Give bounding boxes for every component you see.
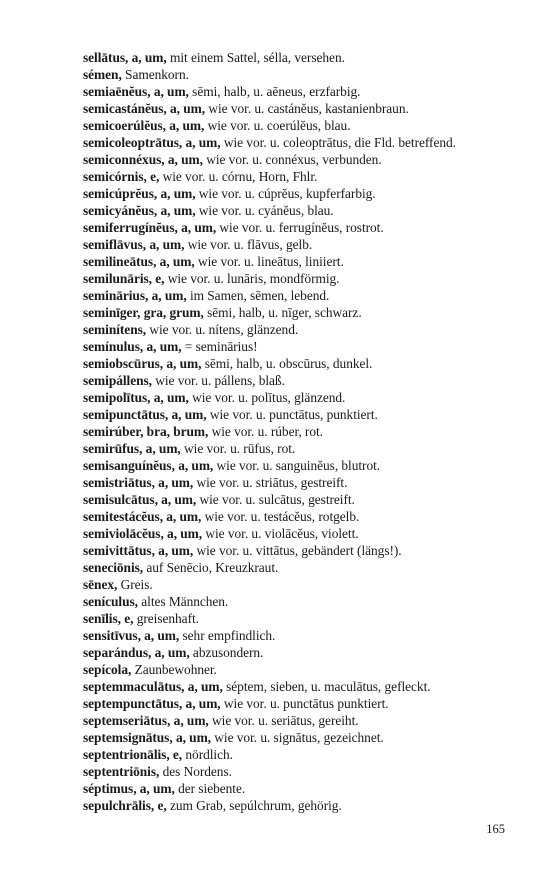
entry-headword: semiferrugínĕus, a, um, <box>83 220 217 235</box>
dictionary-entry <box>83 236 523 253</box>
entry-definition: wie vor. u. signātus, gezeichnet. <box>210 730 384 745</box>
entry-headword: sellātus, a, um, <box>83 50 167 65</box>
dictionary-entry <box>83 423 523 440</box>
entry-headword: semicoleoptrātus, a, um, <box>83 135 221 150</box>
dictionary-entry <box>83 576 523 593</box>
entry-headword: septemmaculātus, a, um, <box>83 679 223 694</box>
entry-headword: semistriātus, a, um, <box>83 475 194 490</box>
entry-definition: wie vor. u. pállens, blaß. <box>151 373 285 388</box>
dictionary-entry <box>83 270 523 287</box>
entry-headword: semisulcātus, a, um, <box>83 492 197 507</box>
dictionary-entry <box>83 338 523 355</box>
page-number: 165 <box>486 822 505 836</box>
entry-headword: semicórnis, e, <box>83 169 160 184</box>
entry-headword: séptimus, a, um, <box>83 781 175 796</box>
entry-headword: semicastánĕus, a, um, <box>83 101 206 116</box>
entry-headword: sémen, <box>83 67 122 82</box>
dictionary-entry <box>83 797 523 814</box>
entry-definition: wie vor. u. striātus, gestreift. <box>193 475 348 490</box>
entry-headword: septentrionālis, e, <box>83 747 183 762</box>
dictionary-entry <box>83 610 523 627</box>
entry-headword: semirúber, bra, brum, <box>83 424 209 439</box>
entry-headword: semiaēnĕus, a, um, <box>83 84 189 99</box>
entry-definition: sehr empfindlich. <box>179 628 276 643</box>
dictionary-entry-list <box>83 49 523 814</box>
entry-definition: wie vor. u. lineātus, liniiert. <box>194 254 344 269</box>
entry-headword: semirūfus, a, um, <box>83 441 181 456</box>
entry-definition: wie vor. u. flāvus, gelb. <box>184 237 313 252</box>
entry-definition: wie vor. u. castánĕus, kastanienbraun. <box>205 101 409 116</box>
dictionary-entry <box>83 474 523 491</box>
dictionary-entry <box>83 508 523 525</box>
dictionary-entry <box>83 406 523 423</box>
entry-definition: wie vor. u. sulcātus, gestreift. <box>196 492 355 507</box>
entry-headword: septemsignātus, a, um, <box>83 730 211 745</box>
dictionary-entry <box>83 661 523 678</box>
entry-definition: wie vor. u. nítens, glänzend. <box>146 322 299 337</box>
entry-definition: wie vor. u. rúber, rot. <box>208 424 323 439</box>
entry-definition: wie vor. u. cyánĕus, blau. <box>195 203 334 218</box>
entry-headword: seminítens, <box>83 322 147 337</box>
entry-definition: altes Männchen. <box>137 594 229 609</box>
entry-definition: des Nordens. <box>159 764 232 779</box>
entry-definition: Zaunbewohner. <box>131 662 217 677</box>
entry-definition: wie vor. u. córnu, Horn, Fhlr. <box>159 169 318 184</box>
entry-headword: senīlis, e, <box>83 611 134 626</box>
dictionary-entry <box>83 695 523 712</box>
dictionary-entry <box>83 49 523 66</box>
entry-headword: semivittātus, a, um, <box>83 543 194 558</box>
entry-headword: semicúprĕus, a, um, <box>83 186 196 201</box>
dictionary-entry <box>83 304 523 321</box>
dictionary-entry <box>83 117 523 134</box>
dictionary-entry <box>83 440 523 457</box>
dictionary-entry <box>83 321 523 338</box>
dictionary-entry <box>83 678 523 695</box>
dictionary-entry <box>83 134 523 151</box>
entry-definition: wie vor. u. polītus, glänzend. <box>188 390 346 405</box>
entry-definition: abzusondern. <box>189 645 264 660</box>
dictionary-entry <box>83 355 523 372</box>
entry-headword: septemseriātus, a, um, <box>83 713 209 728</box>
dictionary-entry <box>83 593 523 610</box>
dictionary-entry <box>83 389 523 406</box>
entry-definition: sēmi, halb, u. obscūrus, dunkel. <box>201 356 373 371</box>
entry-definition: der siebente. <box>174 781 246 796</box>
entry-headword: semiviolācĕus, a, um, <box>83 526 203 541</box>
dictionary-entry <box>83 202 523 219</box>
entry-definition: wie vor. u. coleoptrātus, die Fld. betreffend. <box>220 135 456 150</box>
entry-headword: seneciōnis, <box>83 560 144 575</box>
entry-headword: separándus, a, um, <box>83 645 190 660</box>
entry-definition: Samenkorn. <box>121 67 189 82</box>
entry-definition: wie vor. u. sanguinĕus, blutrot. <box>213 458 381 473</box>
dictionary-entry <box>83 287 523 304</box>
entry-definition: séptem, sieben, u. maculātus, gefleckt. <box>222 679 431 694</box>
entry-definition: auf Senēcio, Kreuzkraut. <box>143 560 279 575</box>
dictionary-entry <box>83 151 523 168</box>
entry-definition: wie vor. u. punctātus punktiert. <box>220 696 389 711</box>
dictionary-entry <box>83 185 523 202</box>
entry-definition: = seminārius! <box>181 339 258 354</box>
entry-headword: septempunctātus, a, um, <box>83 696 221 711</box>
dictionary-entry <box>83 627 523 644</box>
entry-headword: sepulchrālis, e, <box>83 798 167 813</box>
entry-headword: seminārius, a, um, <box>83 288 187 303</box>
entry-headword: seminīger, gra, grum, <box>83 305 204 320</box>
entry-headword: semipolītus, a, um, <box>83 390 189 405</box>
dictionary-entry <box>83 644 523 661</box>
entry-definition: wie vor. u. seriātus, gereiht. <box>208 713 359 728</box>
entry-definition: wie vor. u. testácĕus, rotgelb. <box>201 509 360 524</box>
entry-headword: semicyánĕus, a, um, <box>83 203 196 218</box>
entry-definition: wie vor. u. ferrugínĕus, rostrot. <box>216 220 384 235</box>
entry-headword: septentriōnis, <box>83 764 160 779</box>
entry-headword: semiobscūrus, a, um, <box>83 356 202 371</box>
entry-headword: semilineātus, a, um, <box>83 254 195 269</box>
dictionary-entry <box>83 168 523 185</box>
entry-definition: wie vor. u. punctātus, punktiert. <box>206 407 378 422</box>
entry-headword: semitestácĕus, a, um, <box>83 509 202 524</box>
entry-definition: wie vor. u. rūfus, rot. <box>180 441 296 456</box>
entry-definition: wie vor. u. connéxus, verbunden. <box>202 152 382 167</box>
dictionary-entry <box>83 491 523 508</box>
entry-definition: Greis. <box>117 577 153 592</box>
dictionary-entry <box>83 83 523 100</box>
entry-definition: sēmi, halb, u. nīger, schwarz. <box>203 305 362 320</box>
entry-headword: sensitīvus, a, um, <box>83 628 180 643</box>
dictionary-entry <box>83 372 523 389</box>
entry-headword: semipunctātus, a, um, <box>83 407 207 422</box>
entry-definition: im Samen, sēmen, lebend. <box>186 288 330 303</box>
entry-definition: wie vor. u. violācĕus, violett. <box>202 526 359 541</box>
dictionary-entry <box>83 253 523 270</box>
entry-definition: wie vor. u. coerúlĕus, blau. <box>204 118 351 133</box>
dictionary-entry <box>83 729 523 746</box>
entry-definition: zum Grab, sepúlchrum, gehörig. <box>166 798 342 813</box>
entry-definition: sēmi, halb, u. aēneus, erzfarbig. <box>188 84 361 99</box>
entry-headword: semipállens, <box>83 373 152 388</box>
dictionary-entry <box>83 100 523 117</box>
entry-definition: mit einem Sattel, séllа, versehen. <box>166 50 345 65</box>
entry-definition: greisenhaft. <box>133 611 199 626</box>
entry-headword: semiflāvus, a, um, <box>83 237 185 252</box>
entry-definition: wie vor. u. lunāris, mondförmig. <box>164 271 340 286</box>
entry-headword: semisanguínĕus, a, um, <box>83 458 214 473</box>
dictionary-entry <box>83 525 523 542</box>
dictionary-entry <box>83 763 523 780</box>
entry-headword: seníсulus, <box>83 594 138 609</box>
dictionary-entry <box>83 66 523 83</box>
dictionary-entry <box>83 559 523 576</box>
entry-definition: wie vor. u. vittātus, gebändert (längs!). <box>193 543 402 558</box>
entry-headword: semiconnéxus, a, um, <box>83 152 203 167</box>
dictionary-entry <box>83 219 523 236</box>
entry-headword: semínulus, a, um, <box>83 339 182 354</box>
entry-headword: semicoerúlĕus, a, um, <box>83 118 205 133</box>
entry-headword: sēnex, <box>83 577 118 592</box>
dictionary-entry <box>83 542 523 559</box>
dictionary-entry <box>83 746 523 763</box>
dictionary-entry <box>83 712 523 729</box>
entry-headword: sepícola, <box>83 662 132 677</box>
entry-definition: wie vor. u. cúprĕus, kupferfarbig. <box>195 186 376 201</box>
dictionary-entry <box>83 457 523 474</box>
entry-definition: nördlich. <box>182 747 233 762</box>
entry-headword: semilunāris, e, <box>83 271 165 286</box>
dictionary-entry <box>83 780 523 797</box>
